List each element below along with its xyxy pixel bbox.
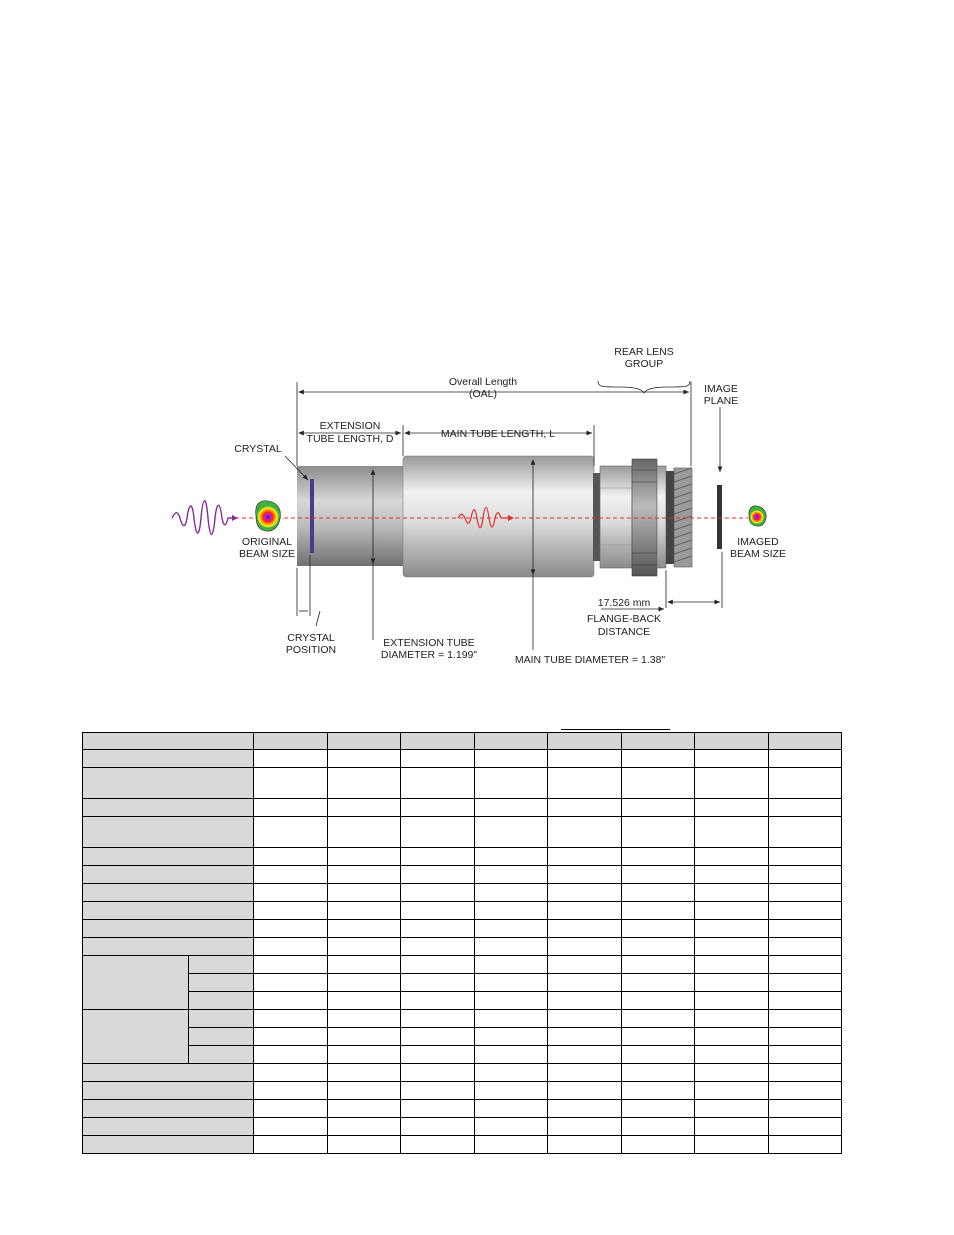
main-tube-diameter-label: MAIN TUBE DIAMETER = 1.38": [514, 654, 666, 666]
table-cell: [474, 974, 548, 992]
table-cell: [474, 1136, 548, 1154]
table-cell: [548, 974, 622, 992]
table-cell: [768, 750, 842, 768]
table-cell: [768, 799, 842, 817]
row-group-label-cell: [83, 956, 189, 1010]
table-header-cell: [695, 733, 769, 750]
table-cell: [621, 1046, 695, 1064]
table-cell: [768, 992, 842, 1010]
table-cell: [621, 799, 695, 817]
table-cell: [327, 974, 401, 992]
row-label-cell: [83, 1118, 254, 1136]
table-cell: [401, 1136, 475, 1154]
table-cell: [254, 1118, 328, 1136]
table-cell: [768, 974, 842, 992]
table-cell: [327, 848, 401, 866]
extension-tube-length-label: EXTENSION: [319, 420, 381, 432]
table-cell: [401, 902, 475, 920]
table-row: [83, 992, 842, 1010]
table-cell: [621, 1064, 695, 1082]
table-cell: [621, 1028, 695, 1046]
table-cell: [401, 956, 475, 974]
svg-text:BEAM SIZE: BEAM SIZE: [238, 548, 296, 560]
row-label-cell: [83, 938, 254, 956]
table-cell: [695, 866, 769, 884]
table-cell: [474, 956, 548, 974]
table-cell: [548, 1010, 622, 1028]
svg-text:PLANE: PLANE: [703, 395, 739, 407]
table-header-cell: [254, 733, 328, 750]
svg-text:(OAL): (OAL): [468, 388, 498, 400]
table-cell: [474, 1046, 548, 1064]
table-cell: [254, 992, 328, 1010]
table-cell: [474, 799, 548, 817]
table-row: [83, 884, 842, 902]
row-label-cell: [83, 884, 254, 902]
svg-text:TUBE LENGTH, D: TUBE LENGTH, D: [306, 433, 394, 445]
table-cell: [401, 848, 475, 866]
table-cell: [474, 866, 548, 884]
table-cell: [254, 1028, 328, 1046]
table-cell: [695, 768, 769, 799]
table-cell: [621, 902, 695, 920]
table-cell: [327, 1028, 401, 1046]
table-row: [83, 1082, 842, 1100]
table-cell: [474, 1064, 548, 1082]
row-group-label-cell: [83, 1010, 189, 1064]
table-cell: [548, 1118, 622, 1136]
table-header-cell: [83, 733, 254, 750]
table-cell: [254, 974, 328, 992]
table-cell: [695, 1046, 769, 1064]
crystal-label: CRYSTAL: [234, 443, 282, 455]
table-header-row: [83, 733, 842, 750]
table-cell: [474, 1082, 548, 1100]
table-cell: [621, 956, 695, 974]
table-cell: [474, 938, 548, 956]
table-cell: [327, 1136, 401, 1154]
table-cell: [695, 956, 769, 974]
table-cell: [401, 938, 475, 956]
svg-text:BEAM SIZE: BEAM SIZE: [729, 548, 787, 560]
table-cell: [621, 884, 695, 902]
table-cell: [401, 992, 475, 1010]
table-cell: [768, 1064, 842, 1082]
imaged-beam-size-label: IMAGED: [737, 536, 779, 548]
table-cell: [254, 799, 328, 817]
table-cell: [548, 1136, 622, 1154]
table-row: [83, 1118, 842, 1136]
input-wave: [172, 501, 236, 535]
table-cell: [695, 799, 769, 817]
table-cell: [327, 1046, 401, 1064]
table-cell: [768, 866, 842, 884]
table-cell: [474, 1100, 548, 1118]
table-cell: [621, 974, 695, 992]
table-cell: [548, 1064, 622, 1082]
table-row: [83, 848, 842, 866]
table-cell: [327, 884, 401, 902]
svg-text:DIAMETER = 1.199": DIAMETER = 1.199": [380, 649, 478, 661]
row-sublabel-cell: [189, 1010, 254, 1028]
table-cell: [474, 884, 548, 902]
table-cell: [768, 1028, 842, 1046]
table-cell: [327, 1064, 401, 1082]
table-cell: [621, 750, 695, 768]
table-cell: [621, 992, 695, 1010]
table-cell: [254, 920, 328, 938]
table-cell: [548, 920, 622, 938]
table-cell: [768, 1010, 842, 1028]
table-cell: [768, 956, 842, 974]
table-cell: [768, 848, 842, 866]
table-cell: [621, 1118, 695, 1136]
table-cell: [695, 817, 769, 848]
table-title-underline: [561, 729, 670, 730]
table-row: [83, 1046, 842, 1064]
table-cell: [474, 817, 548, 848]
table-cell: [548, 1028, 622, 1046]
table-cell: [548, 884, 622, 902]
table-cell: [401, 884, 475, 902]
table-row: [83, 768, 842, 799]
table-cell: [695, 992, 769, 1010]
table-cell: [695, 1064, 769, 1082]
row-label-cell: [83, 1100, 254, 1118]
table-row: [83, 866, 842, 884]
table-cell: [401, 920, 475, 938]
table-cell: [254, 902, 328, 920]
table-cell: [548, 1100, 622, 1118]
table-cell: [768, 817, 842, 848]
table-cell: [768, 1136, 842, 1154]
table-cell: [401, 1064, 475, 1082]
table-cell: [401, 1082, 475, 1100]
table-cell: [548, 902, 622, 920]
flange-back-label: FLANGE-BACK: [586, 613, 662, 625]
table-cell: [401, 866, 475, 884]
table-header-cell: [548, 733, 622, 750]
table-cell: [548, 1046, 622, 1064]
table-cell: [254, 1010, 328, 1028]
crystal-position-label: CRYSTAL: [287, 632, 335, 644]
row-label-cell: [83, 866, 254, 884]
rear-lens-group-label: REAR LENS: [614, 346, 674, 358]
table-cell: [327, 1118, 401, 1136]
table-cell: [254, 817, 328, 848]
row-label-cell: [83, 1136, 254, 1154]
svg-text:GROUP: GROUP: [624, 358, 664, 370]
row-label-cell: [83, 750, 254, 768]
table-row: [83, 817, 842, 848]
table-cell: [695, 750, 769, 768]
row-label-cell: [83, 848, 254, 866]
table-cell: [548, 866, 622, 884]
table-cell: [474, 1118, 548, 1136]
table-cell: [548, 938, 622, 956]
row-sublabel-cell: [189, 1046, 254, 1064]
table-cell: [548, 1082, 622, 1100]
table-cell: [474, 902, 548, 920]
row-label-cell: [83, 817, 254, 848]
table-cell: [695, 1082, 769, 1100]
table-cell: [548, 768, 622, 799]
table-cell: [327, 768, 401, 799]
table-cell: [327, 992, 401, 1010]
table-cell: [327, 902, 401, 920]
table-cell: [401, 1028, 475, 1046]
table-cell: [768, 884, 842, 902]
overall-length-label: Overall Length: [448, 376, 518, 388]
row-label-cell: [83, 768, 254, 799]
table-cell: [327, 750, 401, 768]
table-cell: [401, 1010, 475, 1028]
table-cell: [695, 1100, 769, 1118]
table-row: [83, 956, 842, 974]
svg-text:DISTANCE: DISTANCE: [597, 626, 651, 638]
table-cell: [401, 817, 475, 848]
image-plane-label: IMAGE: [704, 383, 738, 395]
table-cell: [327, 920, 401, 938]
table-cell: [254, 750, 328, 768]
table-row: [83, 1100, 842, 1118]
table-row: [83, 1028, 842, 1046]
specifications-table: [82, 732, 842, 1154]
table-cell: [254, 848, 328, 866]
specifications-table-body: [83, 733, 842, 1154]
table-cell: [254, 768, 328, 799]
table-cell: [401, 1046, 475, 1064]
table-row: [83, 938, 842, 956]
table-cell: [768, 902, 842, 920]
table-cell: [327, 938, 401, 956]
table-cell: [474, 1010, 548, 1028]
table-header-cell: [621, 733, 695, 750]
table-cell: [768, 1082, 842, 1100]
table-cell: [254, 1064, 328, 1082]
table-cell: [548, 848, 622, 866]
table-cell: [621, 1010, 695, 1028]
table-cell: [327, 1082, 401, 1100]
table-cell: [254, 1046, 328, 1064]
table-cell: [474, 768, 548, 799]
table-cell: [695, 938, 769, 956]
row-sublabel-cell: [189, 974, 254, 992]
table-cell: [621, 848, 695, 866]
table-cell: [695, 1010, 769, 1028]
row-label-cell: [83, 799, 254, 817]
main-tube: [403, 456, 594, 577]
row-sublabel-cell: [189, 956, 254, 974]
table-cell: [254, 1100, 328, 1118]
row-sublabel-cell: [189, 992, 254, 1010]
table-header-cell: [474, 733, 548, 750]
table-cell: [401, 799, 475, 817]
table-cell: [768, 768, 842, 799]
table-header-cell: [401, 733, 475, 750]
table-cell: [474, 750, 548, 768]
table-row: [83, 1136, 842, 1154]
table-cell: [695, 884, 769, 902]
table-row: [83, 1010, 842, 1028]
table-row: [83, 799, 842, 817]
table-cell: [768, 1046, 842, 1064]
table-cell: [401, 974, 475, 992]
table-cell: [621, 866, 695, 884]
table-row: [83, 974, 842, 992]
table-cell: [474, 848, 548, 866]
table-cell: [695, 1028, 769, 1046]
table-cell: [474, 1028, 548, 1046]
flange-back-value: 17.526 mm: [597, 597, 651, 609]
table-cell: [401, 750, 475, 768]
table-row: [83, 1064, 842, 1082]
row-label-cell: [83, 902, 254, 920]
table-cell: [254, 938, 328, 956]
table-cell: [621, 1082, 695, 1100]
table-cell: [768, 920, 842, 938]
table-cell: [401, 768, 475, 799]
table-cell: [768, 1100, 842, 1118]
table-cell: [695, 1136, 769, 1154]
main-tube-length-label: MAIN TUBE LENGTH, L: [440, 428, 556, 440]
table-cell: [768, 938, 842, 956]
row-sublabel-cell: [189, 1028, 254, 1046]
original-beam-profile: [256, 501, 281, 531]
image-plane: [717, 485, 722, 549]
table-cell: [401, 1100, 475, 1118]
table-cell: [327, 866, 401, 884]
table-cell: [548, 750, 622, 768]
table-cell: [254, 956, 328, 974]
table-cell: [474, 920, 548, 938]
table-header-cell: [768, 733, 842, 750]
table-cell: [327, 1100, 401, 1118]
row-label-cell: [83, 1082, 254, 1100]
table-cell: [254, 1136, 328, 1154]
table-cell: [621, 1136, 695, 1154]
table-cell: [695, 1118, 769, 1136]
crystal: [310, 479, 314, 553]
table-row: [83, 750, 842, 768]
svg-text:POSITION: POSITION: [285, 644, 337, 656]
table-cell: [327, 956, 401, 974]
imaged-beam-profile: [749, 506, 766, 526]
row-label-cell: [83, 920, 254, 938]
table-cell: [548, 799, 622, 817]
table-cell: [621, 817, 695, 848]
table-cell: [548, 992, 622, 1010]
table-header-cell: [327, 733, 401, 750]
row-label-cell: [83, 1064, 254, 1082]
table-cell: [695, 848, 769, 866]
table-cell: [254, 866, 328, 884]
table-cell: [401, 1118, 475, 1136]
table-cell: [695, 920, 769, 938]
table-row: [83, 902, 842, 920]
table-cell: [548, 956, 622, 974]
table-cell: [474, 992, 548, 1010]
table-cell: [327, 799, 401, 817]
original-beam-size-label: ORIGINAL: [241, 536, 293, 548]
table-cell: [695, 902, 769, 920]
table-cell: [768, 1118, 842, 1136]
table-cell: [254, 1082, 328, 1100]
table-cell: [695, 974, 769, 992]
table-cell: [621, 1100, 695, 1118]
table-cell: [621, 938, 695, 956]
table-cell: [548, 817, 622, 848]
table-cell: [327, 817, 401, 848]
table-cell: [621, 768, 695, 799]
table-cell: [254, 884, 328, 902]
table-row: [83, 920, 842, 938]
extension-tube-diameter-label: EXTENSION TUBE: [383, 637, 475, 649]
table-cell: [621, 920, 695, 938]
table-cell: [327, 1010, 401, 1028]
